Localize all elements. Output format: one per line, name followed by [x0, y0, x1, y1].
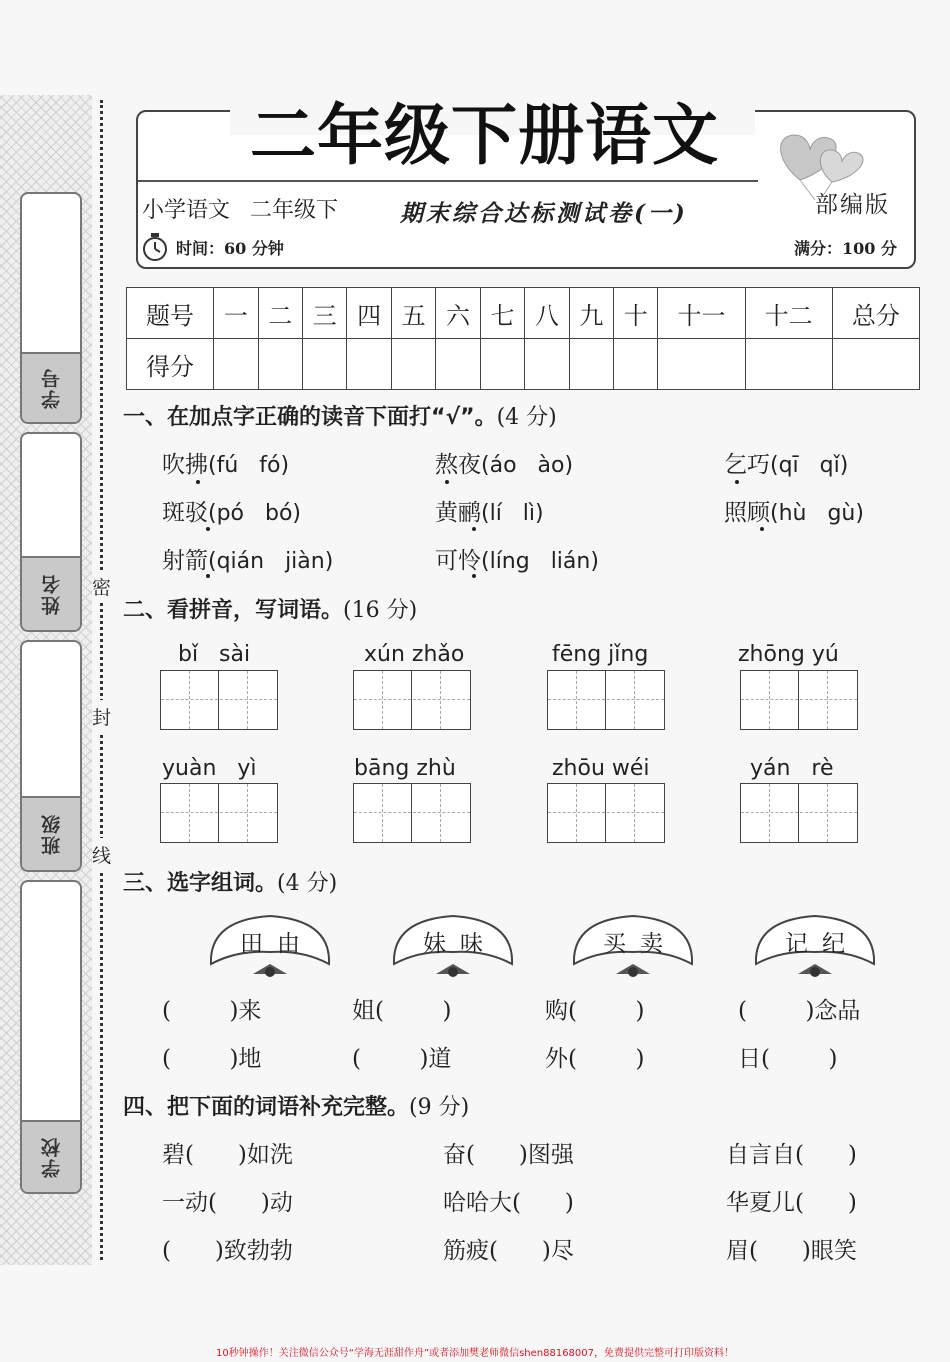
page-title: 二年级下册语文 [250, 97, 719, 174]
score-cell[interactable] [525, 339, 569, 390]
idiom-blank[interactable]: 一动( )动 [162, 1190, 293, 1216]
word: 照顾 [724, 500, 770, 526]
score-cell[interactable] [480, 339, 524, 390]
fill-blank[interactable]: 姐( ) [352, 998, 452, 1024]
score-cell[interactable] [347, 339, 391, 390]
emphasis-dot [206, 574, 210, 578]
word: 乞巧 [724, 452, 770, 478]
pinyin-label: zhōng yú [738, 642, 839, 667]
score-cell[interactable] [436, 339, 480, 390]
section-1-heading [123, 400, 557, 431]
emphasis-dot [206, 527, 210, 531]
fan-icon [752, 912, 878, 982]
section-title: 一、在加点字正确的读音下面打“√”。 [123, 405, 497, 430]
section-4-heading [123, 1090, 469, 1121]
student-id-field[interactable] [20, 192, 82, 424]
score-cell[interactable] [258, 339, 302, 390]
score-cell[interactable] [302, 339, 346, 390]
writing-grid[interactable] [547, 783, 665, 843]
score-cell[interactable] [391, 339, 435, 390]
pinyin-question[interactable] [724, 494, 864, 527]
table-header-cell: 题号 [127, 288, 214, 339]
fill-blank[interactable]: 购( ) [545, 998, 645, 1024]
seal-word: 密 [92, 570, 111, 603]
word: 斑驳 [162, 500, 208, 526]
exam-time: 时间：60 分钟 [176, 239, 284, 258]
pinyin-question[interactable] [435, 542, 599, 575]
table-header-cell: 七 [480, 288, 524, 339]
clock-icon [142, 232, 168, 262]
idiom-blank[interactable]: 碧( )如洗 [162, 1142, 293, 1168]
pinyin-label: yán rè [750, 756, 834, 781]
table-header-cell: 九 [569, 288, 613, 339]
idiom-blank[interactable]: 华夏儿( ) [726, 1190, 857, 1216]
fill-blank[interactable]: 日( ) [738, 1046, 838, 1072]
fill-blank[interactable]: 外( ) [545, 1046, 645, 1072]
field-label: 姓名 [40, 573, 63, 615]
table-header-cell: 一 [214, 288, 258, 339]
pinyin-options: (qián jiàn) [208, 549, 334, 574]
footer-notice: 10秒钟操作！关注微信公众号“学海无涯甜作舟”或者添加樊老师微信shen88168007，免费提供完整可打印版资料！ [215, 1348, 735, 1359]
pinyin-options: (lí lì) [481, 501, 544, 526]
emphasis-dot [735, 480, 739, 484]
score-cell[interactable] [658, 339, 745, 390]
table-header-cell: 三 [302, 288, 346, 339]
writing-grid[interactable] [353, 783, 471, 843]
writing-grid[interactable] [160, 670, 278, 730]
subject: 小学语文 [142, 198, 231, 223]
fan-icon [207, 912, 333, 982]
fill-blank[interactable]: ( )来 [162, 998, 262, 1024]
section-title: 四、把下面的词语补充完整。 [123, 1095, 410, 1120]
word: 可怜 [435, 548, 481, 574]
word: 吹拂 [162, 452, 208, 478]
fill-blank[interactable]: ( )念品 [738, 998, 861, 1024]
table-header-cell: 六 [436, 288, 480, 339]
table-header-cell: 十二 [745, 288, 832, 339]
emphasis-dot [472, 574, 476, 578]
char-pair: 妹味 [423, 931, 497, 957]
class-field[interactable] [20, 640, 82, 872]
idiom-blank[interactable]: 自言自( ) [726, 1142, 857, 1168]
field-label: 班级 [40, 813, 63, 855]
word: 黄鹂 [435, 500, 481, 526]
seal-word: 线 [92, 838, 111, 871]
table-row [127, 339, 920, 390]
edition: 部编版 [815, 192, 890, 218]
word: 熬夜 [435, 452, 481, 478]
table-row-label: 得分 [127, 339, 214, 390]
emphasis-dot [760, 527, 764, 531]
section-3-heading [123, 866, 337, 897]
table-header-cell: 总分 [832, 288, 919, 339]
section-2-heading [123, 593, 417, 624]
section-title: 二、看拼音，写词语。 [123, 598, 344, 623]
table-header-cell: 四 [347, 288, 391, 339]
idiom-blank[interactable]: 哈哈大( ) [443, 1190, 574, 1216]
seal-word: 封 [92, 700, 111, 733]
pinyin-label: bāng zhù [354, 756, 456, 781]
pinyin-label: zhōu wéi [552, 756, 650, 781]
emphasis-dot [472, 527, 476, 531]
word: 射箭 [162, 548, 208, 574]
writing-grid[interactable] [353, 670, 471, 730]
pinyin-question[interactable] [162, 446, 289, 479]
score-cell[interactable] [745, 339, 832, 390]
idiom-blank[interactable]: 奋( )图强 [443, 1142, 574, 1168]
writing-grid[interactable] [740, 670, 858, 730]
score-table [126, 287, 920, 390]
pinyin-options: (áo ào) [481, 453, 574, 478]
pinyin-label: bǐ sài [178, 642, 251, 667]
pinyin-options: (pó bó) [208, 501, 301, 526]
char-pair: 田由 [240, 931, 314, 957]
section-points: (9 分) [409, 1095, 470, 1120]
section-points: (16 分) [343, 598, 418, 623]
score-cell[interactable] [832, 339, 919, 390]
seal-line [100, 100, 103, 1260]
pinyin-question[interactable] [162, 542, 333, 575]
score-cell[interactable] [569, 339, 613, 390]
idiom-blank[interactable]: 眉( )眼笑 [726, 1238, 857, 1264]
fan-icon [390, 912, 516, 982]
pinyin-options: (líng lián) [481, 549, 599, 574]
section-points: (4 分) [496, 405, 557, 430]
idiom-blank[interactable]: ( )致勃勃 [162, 1238, 293, 1264]
table-header-cell: 八 [525, 288, 569, 339]
writing-grid[interactable] [740, 783, 858, 843]
fill-blank[interactable]: ( )地 [162, 1046, 262, 1072]
table-row [127, 288, 920, 339]
emphasis-dot [196, 480, 200, 484]
pinyin-options: (qī qǐ) [770, 453, 849, 478]
emphasis-dot [445, 480, 449, 484]
score-cell[interactable] [614, 339, 658, 390]
score-cell[interactable] [214, 339, 258, 390]
section-points: (4 分) [277, 871, 338, 896]
table-header-cell: 二 [258, 288, 302, 339]
table-header-cell: 十 [614, 288, 658, 339]
pinyin-label: yuàn yì [162, 756, 257, 781]
pinyin-question[interactable] [435, 446, 573, 479]
grade: 二年级下 [250, 198, 339, 223]
school-field[interactable] [20, 880, 82, 1194]
section-title: 三、选字组词。 [123, 871, 278, 896]
pinyin-question[interactable] [435, 494, 544, 527]
exam-name: 期末综合达标测试卷(一) [400, 200, 688, 227]
char-pair: 买卖 [603, 931, 677, 957]
pinyin-label: fēng jǐng [552, 642, 649, 667]
name-field[interactable] [20, 432, 82, 632]
field-label: 学号 [40, 367, 63, 409]
pinyin-question[interactable] [724, 446, 848, 479]
field-label: 学校 [40, 1136, 63, 1178]
fan-icon [570, 912, 696, 982]
pinyin-options: (fú fó) [208, 453, 290, 478]
table-header-cell: 五 [391, 288, 435, 339]
pinyin-label: xún zhǎo [364, 642, 465, 667]
header-divider [138, 180, 758, 182]
pinyin-question[interactable] [162, 494, 301, 527]
table-header-cell: 十一 [658, 288, 745, 339]
writing-grid[interactable] [547, 670, 665, 730]
fill-blank[interactable]: ( )道 [352, 1046, 452, 1072]
char-pair: 记纪 [785, 931, 859, 957]
idiom-blank[interactable]: 筋疲( )尽 [443, 1238, 574, 1264]
full-score: 满分：100 分 [794, 239, 897, 258]
writing-grid[interactable] [160, 783, 278, 843]
pinyin-options: (hù gù) [770, 501, 864, 526]
